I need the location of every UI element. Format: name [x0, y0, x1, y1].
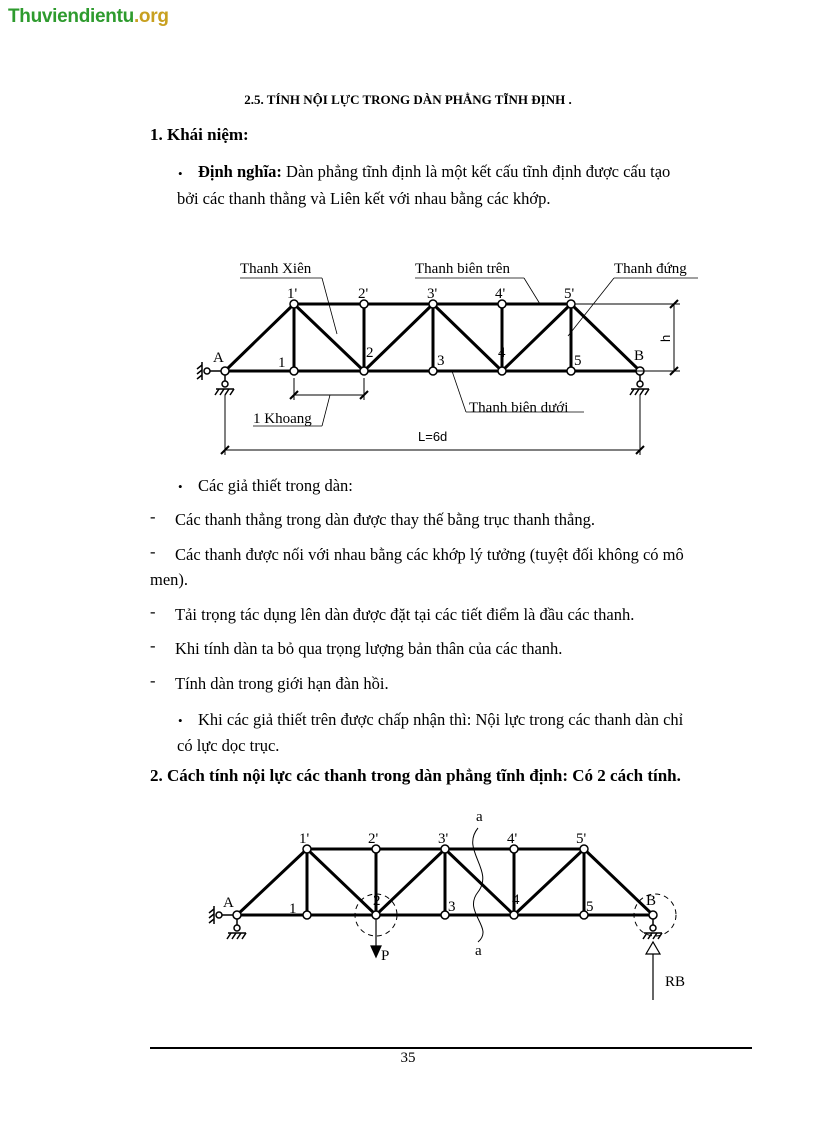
node-label: 5': [564, 286, 575, 302]
bullet-icon: •: [178, 479, 183, 494]
label-thanh-xien: Thanh Xiên: [240, 261, 312, 277]
node-label: 2: [366, 345, 374, 361]
node-label: 5': [576, 831, 587, 847]
definition-line2: bởi các thanh thẳng và Liên kết với nhau bằng các khớp.: [177, 189, 551, 208]
dash-icon: -: [150, 507, 156, 526]
label-height: h: [658, 334, 673, 342]
assumptions-intro: Các giả thiết trong dàn:: [198, 476, 353, 495]
dash-icon: -: [150, 542, 156, 561]
node-label: 5: [586, 899, 594, 915]
label-thanh-bien-tren: Thanh biên trên: [415, 261, 510, 277]
node-label: A: [213, 350, 224, 366]
node-label: 4': [495, 286, 506, 302]
truss-figure-1: [0, 250, 816, 465]
node-label: 3': [427, 286, 438, 302]
node-label: 5: [574, 353, 582, 369]
dash-icon: -: [150, 636, 156, 655]
node-label: 1': [287, 286, 298, 302]
label-thanh-bien-duoi: Thanh biên dưới: [469, 400, 569, 416]
page-number: 35: [400, 1050, 416, 1066]
section-title: 2.5. TÍNH NỘI LỰC TRONG DÀN PHẲNG TĨNH ĐỊNH .: [244, 92, 572, 107]
section-label-top: a: [476, 809, 483, 825]
node-label: 1: [289, 901, 297, 917]
definition-text: Dàn phẳng tĩnh định là một kết cấu tĩnh định được cấu tạo: [281, 162, 671, 181]
load-label: P: [381, 948, 390, 964]
node-label: 2': [368, 831, 379, 847]
bullet-icon: •: [178, 166, 183, 181]
node-label: B: [634, 348, 645, 364]
node-label: 4: [512, 892, 520, 908]
definition-line1: [198, 158, 670, 185]
conclusion-line1: Khi các giả thiết trên được chấp nhận thì: Nội lực trong các thanh dàn chỉ: [198, 710, 684, 729]
node-label: 1': [299, 831, 310, 847]
node-label: 2: [373, 893, 381, 909]
site-watermark[interactable]: [8, 6, 169, 28]
bullet-icon: •: [178, 713, 183, 728]
watermark-name: Thuviendientu: [8, 6, 134, 27]
node-label: B: [646, 893, 657, 909]
node-label: 3': [438, 831, 449, 847]
node-label: 2': [358, 286, 369, 302]
truss-diagram-2: [0, 800, 816, 1005]
dash-icon: -: [150, 671, 156, 690]
node-label: 3: [437, 353, 445, 369]
assumption-item: Tính dàn trong giới hạn đàn hồi.: [175, 674, 389, 693]
definition-label: Định nghĩa:: [198, 162, 282, 181]
assumption-item: Các thanh thẳng trong dàn được thay thế bằng trục thanh thẳng.: [175, 510, 595, 529]
label-khoang: 1 Khoang: [253, 411, 312, 427]
section-label-bottom: a: [475, 943, 482, 959]
watermark-domain: .org: [133, 6, 169, 27]
node-label: 4: [498, 345, 506, 361]
assumption-item: Các thanh được nối với nhau bằng các khớp lý tưởng (tuyệt đối không có mô: [175, 545, 684, 564]
node-label: 3: [448, 899, 456, 915]
heading-cach-tinh: 2. Cách tính nội lực các thanh trong dàn phẳng tĩnh định: Có 2 cách tính.: [150, 766, 681, 785]
footer-rule: [150, 1047, 752, 1049]
heading-khai-niem: 1. Khái niệm:: [150, 125, 249, 144]
node-label: A: [223, 895, 234, 911]
reaction-label: RB: [665, 974, 686, 990]
truss-figure-2: [0, 800, 816, 1005]
label-span: L=6d: [418, 429, 448, 444]
assumption-item: Khi tính dàn ta bỏ qua trọng lượng bản thân của các thanh.: [175, 639, 563, 658]
node-label: 1: [278, 355, 286, 371]
dash-icon: -: [150, 602, 156, 621]
assumption-item: Tải trọng tác dụng lên dàn được đặt tại các tiết điểm là đầu các thanh.: [175, 605, 635, 624]
assumption-item-cont: men).: [150, 570, 189, 589]
conclusion-line2: có lực dọc trục.: [177, 736, 280, 755]
truss-diagram-1: [0, 250, 816, 465]
node-label: 4': [507, 831, 518, 847]
label-thanh-dung: Thanh đứng: [614, 261, 687, 277]
